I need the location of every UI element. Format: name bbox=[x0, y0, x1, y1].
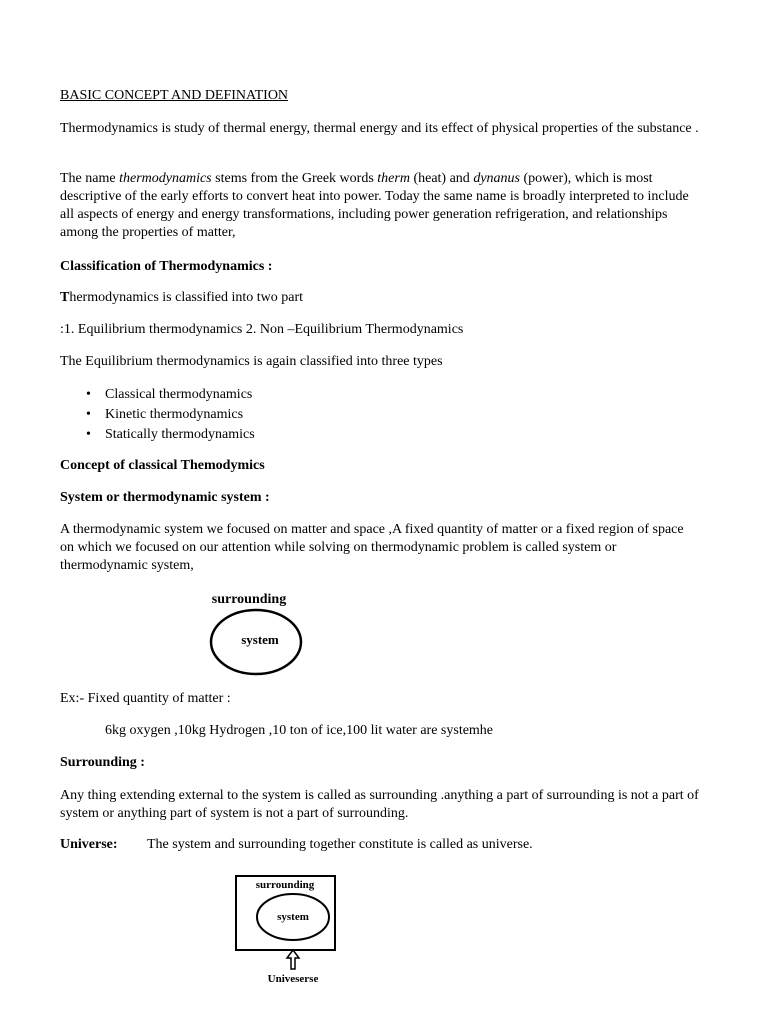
etymology-paragraph bbox=[60, 170, 700, 242]
classification-list-line: :1. Equilibrium thermodynamics 2. Non –Equilibrium Thermodynamics bbox=[60, 322, 464, 337]
system-paragraph: A thermodynamic system we focused on matter and space ,A fixed quantity of matter or a fixed region of space on which we focused on our attention while solving on thermodynamic problem is called system or thermodynamic system, bbox=[60, 522, 684, 573]
classification-intro-rest: hermodynamics is classified into two part bbox=[69, 290, 304, 305]
equilibrium-types-intro: The Equilibrium thermodynamics is again classified into three types bbox=[60, 354, 443, 369]
diagram-universe-caption: Univeserse bbox=[267, 973, 319, 985]
universe-label: Universe: bbox=[60, 837, 118, 852]
thermodynamics-types-list bbox=[60, 386, 255, 446]
etymology-term-thermodynamics: thermodynamics bbox=[119, 171, 212, 186]
classification-intro bbox=[60, 289, 700, 307]
example-heading: Ex:- Fixed quantity of matter : bbox=[60, 691, 231, 706]
concept-heading: Concept of classical Themodymics bbox=[60, 458, 265, 473]
system-surrounding-diagram bbox=[200, 586, 320, 681]
list-item-text: Statically thermodynamics bbox=[105, 427, 255, 442]
bullet-icon: • bbox=[86, 407, 91, 422]
universe-diagram bbox=[230, 870, 345, 990]
diagram-surrounding-label: surrounding bbox=[255, 879, 315, 891]
universe-line bbox=[60, 836, 700, 854]
surrounding-heading: Surrounding : bbox=[60, 755, 145, 770]
classification-intro-initial: T bbox=[60, 290, 70, 305]
list-item-text: Kinetic thermodynamics bbox=[105, 407, 244, 422]
arrow-up-icon bbox=[287, 950, 299, 969]
bullet-icon: • bbox=[86, 387, 91, 402]
system-heading: System or thermodynamic system : bbox=[60, 490, 270, 505]
list-item bbox=[60, 426, 255, 446]
diagram-surrounding-label: surrounding bbox=[211, 592, 287, 607]
classification-heading: Classification of Thermodynamics : bbox=[60, 259, 273, 274]
diagram-system-label: system bbox=[277, 911, 309, 923]
etymology-text-e: (heat) and bbox=[409, 171, 474, 186]
example-values: 6kg oxygen ,10kg Hydrogen ,10 ton of ice,100 lit water are systemhe bbox=[105, 723, 494, 738]
bullet-icon: • bbox=[86, 427, 91, 442]
universe-text: The system and surrounding together constitute is called as universe. bbox=[147, 837, 533, 852]
surrounding-paragraph: Any thing extending external to the system is called as surrounding .anything a part of surrounding is not a part of system or anything part of system is not a part of surrounding. bbox=[60, 788, 699, 821]
document-title: BASIC CONCEPT AND DEFINATION bbox=[60, 88, 289, 103]
etymology-text-g: (power), which is most descriptive of the early efforts to convert heat into power. Today the same name is broadly interpreted to include all aspects of energy and energy transformations, including power generation refrigeration, and relationships among the properties of matter, bbox=[60, 171, 689, 240]
definition-paragraph: Thermodynamics is study of thermal energy, thermal energy and its effect of physical properties of the substance . bbox=[60, 121, 699, 136]
list-item-text: Classical thermodynamics bbox=[105, 387, 253, 402]
list-item bbox=[60, 386, 255, 406]
etymology-term-dynanus: dynanus bbox=[473, 171, 520, 186]
etymology-text-c: stems from the Greek words bbox=[211, 171, 378, 186]
list-item bbox=[60, 406, 255, 426]
etymology-text-a: The name bbox=[60, 171, 120, 186]
etymology-term-therm: therm bbox=[377, 171, 410, 186]
diagram-system-label: system bbox=[241, 632, 279, 647]
